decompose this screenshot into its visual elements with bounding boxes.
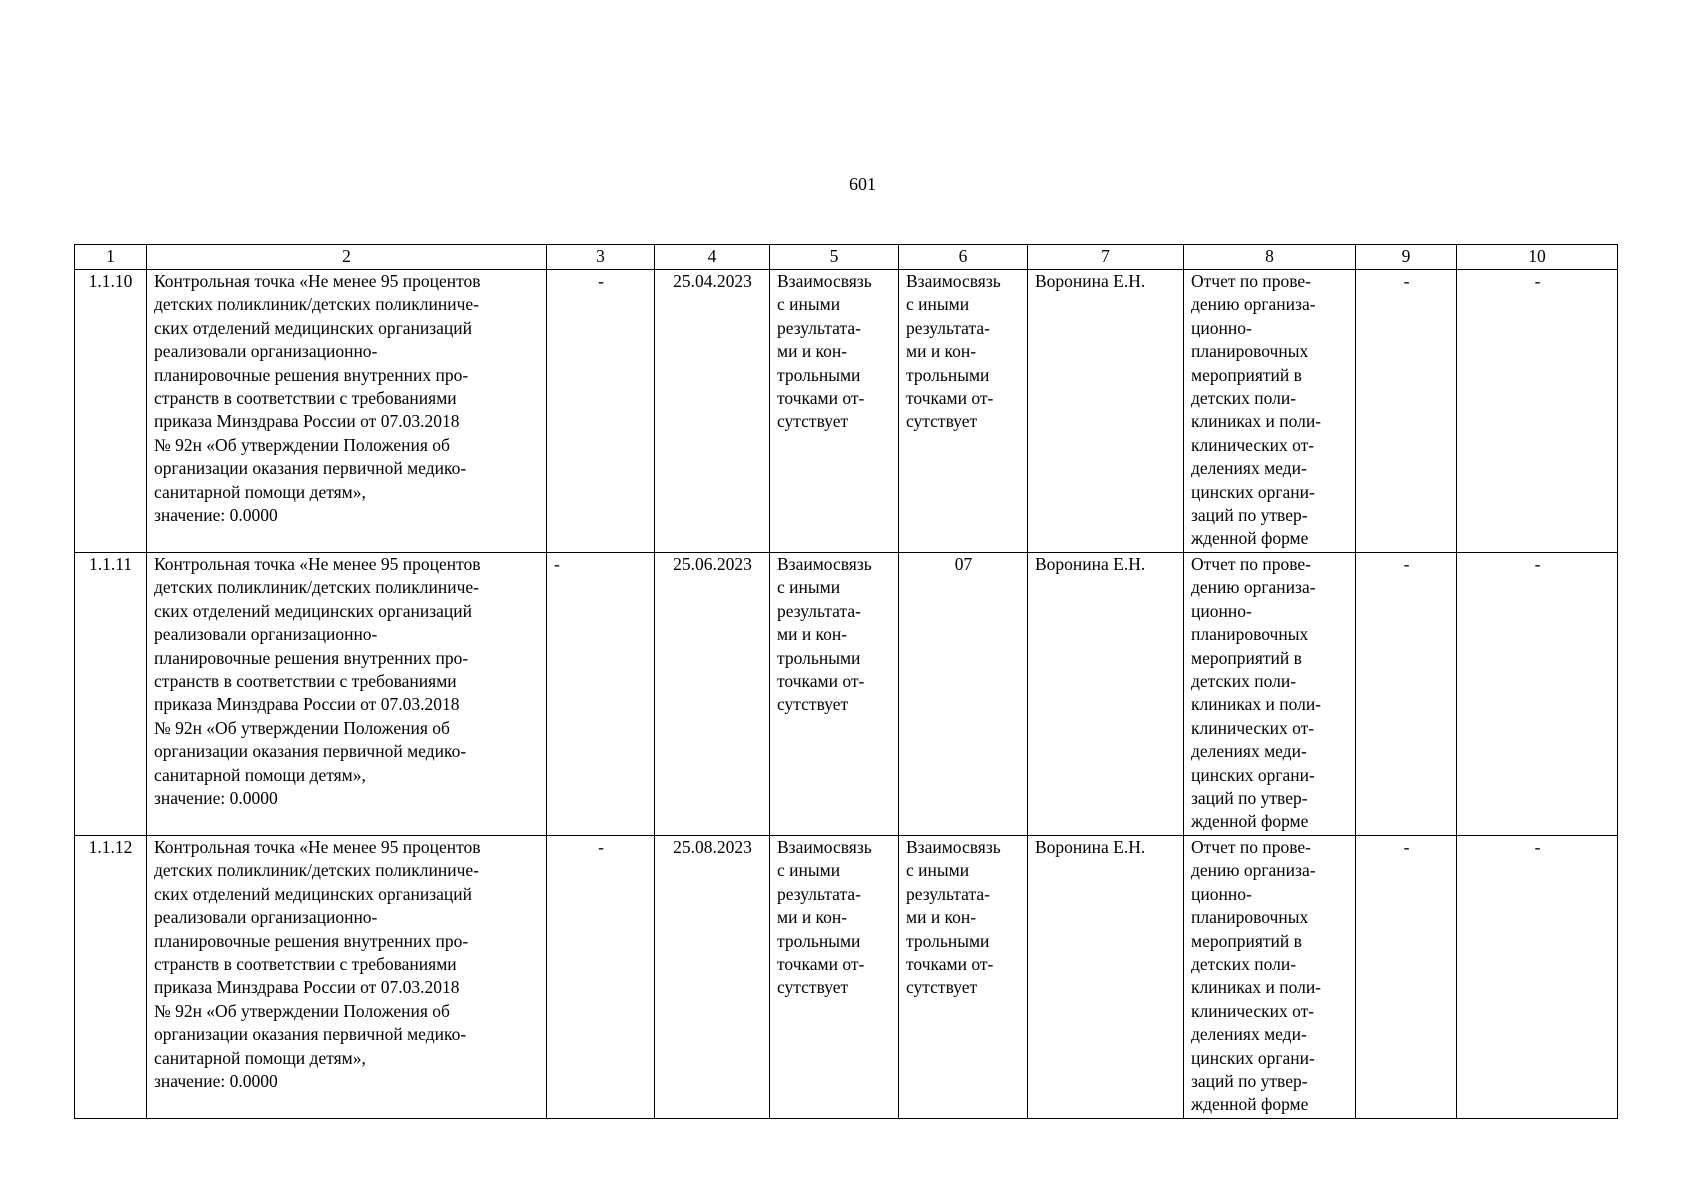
column-header: 3 — [547, 245, 655, 270]
table-row — [75, 553, 1618, 836]
table-row — [75, 270, 1618, 553]
row-description: Контрольная точка «Не менее 95 процентов детских поликлиник/детских поликлиниче- ских отделений медицинских организаций реализовали организационно- планировочные решения внутренних про- странств в соответствии с требованиями приказа Минздрава России от 07.03.2018 № 92н «Об утверждении Положения об организации оказания первичной медико- санитарной помощи детям», значение: 0.0000 — [147, 836, 547, 1119]
control-points-table — [74, 244, 1618, 1119]
row-col10: - — [1457, 270, 1618, 553]
row-description: Контрольная точка «Не менее 95 процентов детских поликлиник/детских поликлиниче- ских отделений медицинских организаций реализовали организационно- планировочные решения внутренних про- странств в соответствии с требованиями приказа Минздрава России от 07.03.2018 № 92н «Об утверждении Положения об организации оказания первичной медико- санитарной помощи детям», значение: 0.0000 — [147, 553, 547, 836]
column-header: 7 — [1028, 245, 1184, 270]
row-col3: - — [547, 553, 655, 836]
row-col3: - — [547, 270, 655, 553]
row-col3: - — [547, 836, 655, 1119]
column-header: 9 — [1356, 245, 1457, 270]
row-description: Контрольная точка «Не менее 95 процентов детских поликлиник/детских поликлиниче- ских отделений медицинских организаций реализовали организационно- планировочные решения внутренних про- странств в соответствии с требованиями приказа Минздрава России от 07.03.2018 № 92н «Об утверждении Положения об организации оказания первичной медико- санитарной помощи детям», значение: 0.0000 — [147, 270, 547, 553]
column-header: 8 — [1184, 245, 1356, 270]
page-number: 601 — [849, 174, 876, 194]
column-header: 1 — [75, 245, 147, 270]
row-col5: Взаимосвязь с иными результата- ми и кон- трольными точками от- сутствует — [770, 553, 899, 836]
row-col6: Взаимосвязь с иными результата- ми и кон- трольными точками от- сутствует — [899, 270, 1028, 553]
row-document: Отчет по прове- дению организа- ционно- планировочных мероприятий в детских поли- клиниках и поли- клинических от- делениях меди- цинских органи- заций по утвер- жденной форме — [1184, 836, 1356, 1119]
row-col6: Взаимосвязь с иными результата- ми и кон- трольными точками от- сутствует — [899, 836, 1028, 1119]
column-header: 10 — [1457, 245, 1618, 270]
column-header: 2 — [147, 245, 547, 270]
table-row — [75, 836, 1618, 1119]
row-date: 25.08.2023 — [655, 836, 770, 1119]
row-col6: 07 — [899, 553, 1028, 836]
row-col9: - — [1356, 836, 1457, 1119]
row-col9: - — [1356, 553, 1457, 836]
row-col10: - — [1457, 553, 1618, 836]
row-code: 1.1.11 — [75, 553, 147, 836]
row-document: Отчет по прове- дению организа- ционно- планировочных мероприятий в детских поли- клиниках и поли- клинических от- делениях меди- цинских органи- заций по утвер- жденной форме — [1184, 553, 1356, 836]
row-col9: - — [1356, 270, 1457, 553]
row-col5: Взаимосвязь с иными результата- ми и кон- трольными точками от- сутствует — [770, 270, 899, 553]
column-header: 6 — [899, 245, 1028, 270]
row-code: 1.1.10 — [75, 270, 147, 553]
row-code: 1.1.12 — [75, 836, 147, 1119]
row-responsible: Воронина Е.Н. — [1028, 270, 1184, 553]
row-col10: - — [1457, 836, 1618, 1119]
row-document: Отчет по прове- дению организа- ционно- планировочных мероприятий в детских поли- клиниках и поли- клинических от- делениях меди- цинских органи- заций по утвер- жденной форме — [1184, 270, 1356, 553]
column-header: 5 — [770, 245, 899, 270]
row-col5: Взаимосвязь с иными результата- ми и кон- трольными точками от- сутствует — [770, 836, 899, 1119]
row-date: 25.04.2023 — [655, 270, 770, 553]
table-header-row — [75, 245, 1618, 270]
row-date: 25.06.2023 — [655, 553, 770, 836]
row-responsible: Воронина Е.Н. — [1028, 553, 1184, 836]
column-header: 4 — [655, 245, 770, 270]
row-responsible: Воронина Е.Н. — [1028, 836, 1184, 1119]
